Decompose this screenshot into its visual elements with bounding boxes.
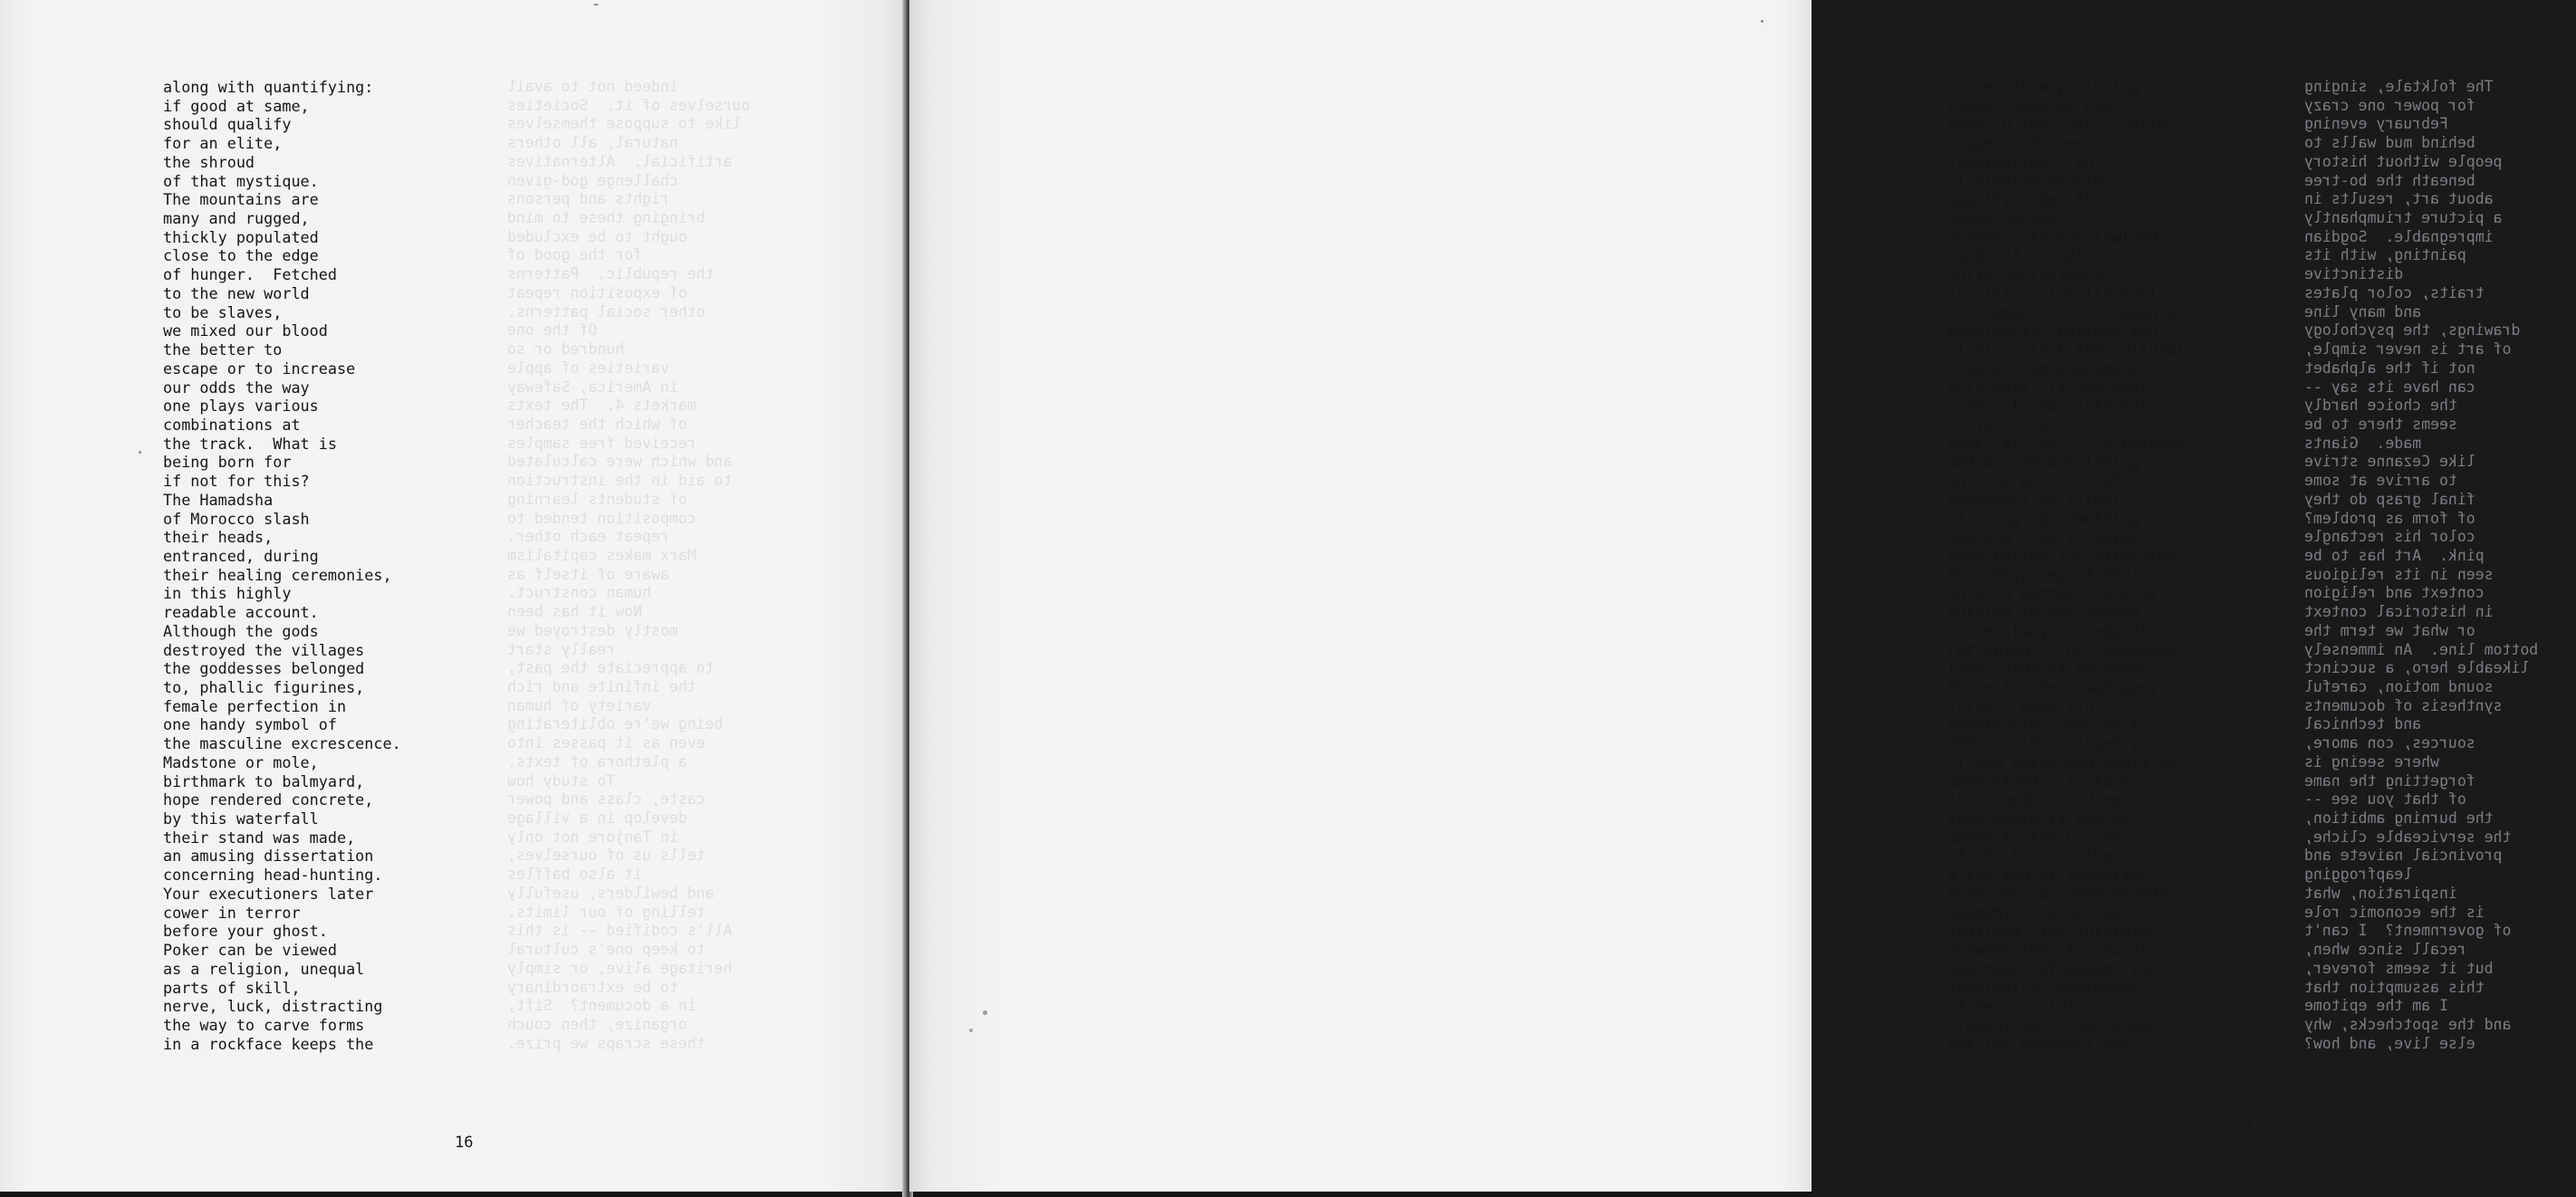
show-through-line: varieties of apple [507,359,669,377]
show-through-line: recall since when, [2304,941,2466,959]
text-line: Although the gods [163,621,319,640]
text-line: cower in terror [163,903,301,922]
text-line: their stand was made, [163,828,356,847]
text-line: should qualify [163,115,292,134]
show-through-line: the infinite and rich [507,678,697,695]
text-line: in this highly [163,584,292,603]
text-line: The Hamadsha [163,490,274,509]
show-through-line: artificial. Alternatives [507,152,733,170]
text-line: thickly populated [163,227,319,246]
show-through-line: to be extraordinary [507,978,678,996]
show-through-line: not if the alphabet [2304,359,2475,377]
show-through-line: the burning ambition, [2304,809,2494,828]
text-line: 250, wouldn't thank you [1947,734,2158,753]
text-line: nuggets of some [1947,134,2085,153]
text-line: for an elite, [163,134,283,153]
show-through-line: sound motion, careful [2304,678,2494,695]
show-through-line: Now it has been [507,603,643,621]
text-line: remarkable, reduced to [1947,715,2149,734]
text-line: or leastways an education in [1947,621,2204,640]
text-line: there in their mahogany [1947,678,2158,696]
text-line: the goddesses belonged [163,659,365,678]
show-through-line: heritage alive, or simply [507,959,733,977]
text-line: of men, vividly [1947,997,2085,1016]
show-through-line: sources, con amore, [2304,734,2475,752]
text-line: escape or to increase [163,359,356,378]
show-through-line: Of the one [507,321,598,340]
show-through-line: provincial naivete and [2304,847,2503,865]
show-through-line: can have its say -- [2304,378,2475,396]
text-line: carver from picturing [1947,78,2140,96]
text-line: fascination. An [1947,152,2094,171]
show-through-line: or what we term the [2304,621,2475,639]
text-line: isn't understanding, [1947,790,2131,809]
text-line: we mixed our blood [163,321,328,340]
show-through-line: it also baffles [507,866,643,884]
show-through-line: mostly destroyed we [507,621,678,639]
show-through-line: of which the teacher [507,415,687,433]
show-through-line: variety of human [507,696,651,714]
show-through-line: and many line [2304,302,2422,321]
show-through-line: a picture triumphantly [2304,209,2503,227]
text-line: keep in the rock. Solid [1947,115,2167,134]
right-page-number: 17 [2244,1116,2264,1134]
show-through-line: pink. Art has to be [2304,546,2485,564]
show-through-line: for power one crazy [2304,96,2475,114]
text-line: in cities, intellectual [1947,283,2158,302]
left-page-text [163,78,401,1053]
text-line: to the new world [163,283,310,302]
show-through-line: for the good of [507,246,643,264]
show-through-line: people without history [2304,152,2503,170]
show-through-line: to keep one's cultural [507,941,706,959]
show-through-line: natural, all others [507,134,678,152]
show-through-line: impregnable. Sogdian [2304,227,2494,245]
text-line: the way to carve forms [163,1015,365,1034]
text-line: if you asked and could be [1947,752,2177,771]
text-line: the shroud [163,152,255,171]
show-through-line: of exposition repeat [507,283,687,302]
show-through-line: received free samples [507,434,697,452]
show-through-line: color his rectangle [2304,528,2475,546]
text-line: reframing. The Lacadones, [1947,640,2186,659]
text-line: before your ghost. [163,922,328,941]
text-line: hope rendered concrete, [163,790,374,809]
show-through-line: leapfrogging [2304,866,2413,884]
show-through-line: this assumption that [2304,978,2485,996]
text-line: book, try this. A husband [1947,434,2186,453]
text-line: qualify under the [1947,190,2103,209]
show-through-line: other social patterns. [507,302,706,321]
text-line: concerning head-hunting. [163,866,383,885]
text-line: demonstrated by use [1947,828,2121,847]
text-line: the track. What is [163,434,337,453]
show-through-line: rights and persons [507,190,669,208]
paper-speck [969,1029,973,1032]
text-line: of Morocco slash [163,509,310,528]
right-page-show-through [2304,78,2576,1053]
text-line: earlier perspectives. [1947,1034,2140,1053]
text-line: to just one [1947,415,2049,434]
text-line: if not for this? [163,472,310,491]
text-line: along with quantifying: [163,78,374,96]
show-through-line: and which were calculated [507,453,733,471]
text-line: female perfection in [163,696,347,715]
paper-speck [593,4,599,5]
text-line: being born for [163,453,292,472]
show-through-line: of government? I can't [2304,922,2512,940]
text-line: birthmark to balmyard, [163,771,365,790]
show-through-line: beneath the bo-tree [2304,171,2475,189]
show-through-line: in historical context [2304,603,2494,621]
text-line: clinics, lock the cultural [1947,340,2186,359]
text-line: readable account. [163,603,319,622]
text-line: a feeling or sensation [1947,866,2149,885]
show-through-line: is the economic role [2304,903,2485,921]
text-line: their heads, [163,528,274,547]
show-through-line: in a document? Sift, [507,997,697,1015]
show-through-line: of art is never simple, [2304,340,2512,359]
text-line: destroyed the villages [163,640,365,659]
text-line: one plays various [163,397,319,416]
show-through-line: Marx makes capitalism [507,546,697,564]
text-line: bands of anomalous [1947,246,2112,265]
text-line: union a better crack at [1947,584,2158,603]
right-page [909,0,2539,1192]
show-through-line: context and religion [2304,584,2485,602]
show-through-line: human construct. [507,584,651,602]
show-through-line: likeable hero, a succinct [2304,659,2530,677]
text-line: The mountains are [163,190,319,209]
show-through-line: All's codified -- is this [507,922,733,940]
text-line: Poker can be viewed [163,941,337,960]
text-line: as a religion, unequal [163,959,365,978]
text-line: of hunger. Fetched [163,265,337,284]
show-through-line: bringing these to mind [507,209,706,227]
text-line: ideological dominance [1947,978,2140,997]
text-line: Christ-worshipers -- [1947,265,2131,284]
show-through-line: a plethora of texts. [507,752,687,771]
text-line: Thailand, the interplay [1947,922,2158,941]
show-through-line: synthesis of documents [2304,696,2503,714]
show-through-line: made. Giants [2304,434,2422,452]
show-through-line: like to suppose themselves [507,115,742,133]
show-through-line: ought to be excluded [507,227,687,245]
show-through-line: drawings, the psychology [2304,321,2521,340]
show-through-line: where seeing is [2304,752,2440,771]
text-line: out the politics of [1947,472,2121,491]
show-through-line: even as it passes into [507,734,706,752]
text-line: between the structural [1947,941,2149,960]
text-line: reproductive ritual, [1947,490,2131,509]
show-through-line: caste, class and power [507,790,706,809]
show-through-line: challenge god-given [507,171,678,189]
text-line: Madstone or mole, [163,752,319,771]
left-page-number: 16 [455,1134,474,1152]
show-through-line: markets 4. The texts [507,397,697,415]
show-through-line: to aid in the instruction [507,472,733,490]
text-line: brought out, challenges [1947,1015,2158,1034]
show-through-line: The folktale, singing [2304,78,2494,95]
text-line: to, phallic figurines, [163,678,365,696]
text-line: new and lively, maybe [1947,528,2140,547]
text-line: an amusing dissertation [163,847,374,866]
paper-speck [139,451,141,454]
text-line: that better job affording [1947,546,2177,565]
paper-speck [983,1010,987,1015]
show-through-line: else live, and how? [2304,1034,2475,1052]
show-through-line: about art, results in [2304,190,2494,208]
show-through-line: and technical [2304,715,2422,733]
show-through-line: but it seems forever, [2304,959,2494,977]
text-line: turning things around, [1947,603,2149,622]
text-line: if good at same, [163,96,310,115]
text-line: by this waterfall [163,809,319,828]
show-through-line: I am the epitome [2304,997,2448,1015]
show-through-line: aware of itself as [507,565,669,583]
text-line: parts of skill, [163,978,301,997]
text-line: that one has understood? [1947,884,2167,903]
text-line: catastrophe he can't [1947,96,2131,115]
text-line: excitements -- in Japan's [1947,302,2177,321]
text-line: one handy symbol of [163,715,337,734]
text-line: the better to [163,340,283,359]
show-through-line: behind mud walls to [2304,134,2475,152]
text-line: last lords of Palenque, [1947,659,2158,678]
show-through-line: in Tanjore not only [507,828,678,846]
show-through-line: these scraps we prize. [507,1034,706,1052]
text-line: Your executioners later [163,884,374,903]
show-through-line: to arrive at some [2304,472,2457,490]
text-line: in a rockface keeps the [163,1034,374,1053]
text-line: dominance of women, the [1947,959,2158,978]
text-line: of the tool, rather [1947,847,2121,866]
show-through-line: the choice hardly [2304,397,2457,415]
text-line: entranced, during [163,546,319,565]
show-through-line: organize, then couch [507,1015,687,1033]
show-through-line: being we're obliterating [507,715,724,733]
show-through-line: ourselves of it. Societies [507,96,751,114]
text-line: stirring up something [1947,509,2140,528]
text-line: to be slaves, [163,302,283,321]
show-through-line: To study how [507,771,616,790]
show-through-line: really start [507,640,616,658]
show-through-line: hundred or so [507,340,625,359]
show-through-line: and the spotchecks, why [2304,1015,2512,1033]
text-line: megalopoli, moxibustion [1947,321,2158,340]
text-line: eliminated people [1947,171,2103,190]
show-through-line: develop in a village [507,809,687,828]
text-line: thesis. An anonymous [1947,359,2140,378]
show-through-line: of students learning [507,490,687,508]
text-line: close to the edge [163,246,319,265]
show-through-line: the republic. Patterns [507,265,715,283]
left-page [0,0,908,1192]
show-through-line: forgetting the name [2304,771,2475,790]
text-line: the offspring of their [1947,565,2149,584]
text-line: Meanwhile in northern [1947,903,2140,922]
show-through-line: of form as problem? [2304,509,2475,527]
show-through-line: in America, Safeway [507,378,678,396]
show-through-line: final grasp do they [2304,490,2475,508]
show-through-line: painting, with its [2304,246,2466,264]
left-page-show-through [507,78,806,1053]
text-line: combinations at [163,415,301,434]
show-through-line: to appreciate the past, [507,659,715,677]
text-line: Dewey decimal [1947,209,2067,228]
show-through-line: indeed not to avail [507,78,678,95]
text-line: our odds the way [163,378,310,397]
show-through-line: telling of our limits. [507,903,706,921]
text-line: many and rugged, [163,209,310,228]
show-through-line: composition tended to [507,509,697,527]
show-through-line: seems there to be [2304,415,2457,433]
text-line: Asia says, If you must [1947,378,2149,397]
show-through-line: bottom line. An immensely [2304,640,2539,658]
show-through-line: traits, color plates [2304,283,2485,302]
text-line: and a wife are laying [1947,453,2140,472]
text-line: save where it can be [1947,809,2131,828]
show-through-line: seen in its religious [2304,565,2494,583]
text-line: understood. In fact [1947,771,2131,790]
show-through-line: repeat each other. [507,528,669,546]
show-through-line: and bewilders, usefully [507,884,715,902]
paper-speck [1761,20,1764,23]
text-line: of that mystique. [163,171,319,190]
text-line: nerve, luck, distracting [163,997,383,1016]
text-line: forest, beautiful, [1947,696,2112,715]
show-through-line: distinctive [2304,265,2404,283]
text-line: the masculine excrescence. [163,734,401,753]
show-through-line: like Cezanne strive [2304,453,2475,471]
text-line: system. In the lowlands [1947,227,2167,246]
right-page-text [1947,78,2204,1053]
show-through-line: of that you see -- [2304,790,2466,809]
show-through-line: the serviceable cliche, [2304,828,2512,846]
show-through-line: tells us of ourselves, [507,847,706,865]
show-through-line: February evening [2304,115,2448,133]
show-through-line: inspiration, what [2304,884,2457,902]
text-line: their healing ceremonies, [163,565,392,584]
text-line: restrict your interest [1947,397,2149,416]
